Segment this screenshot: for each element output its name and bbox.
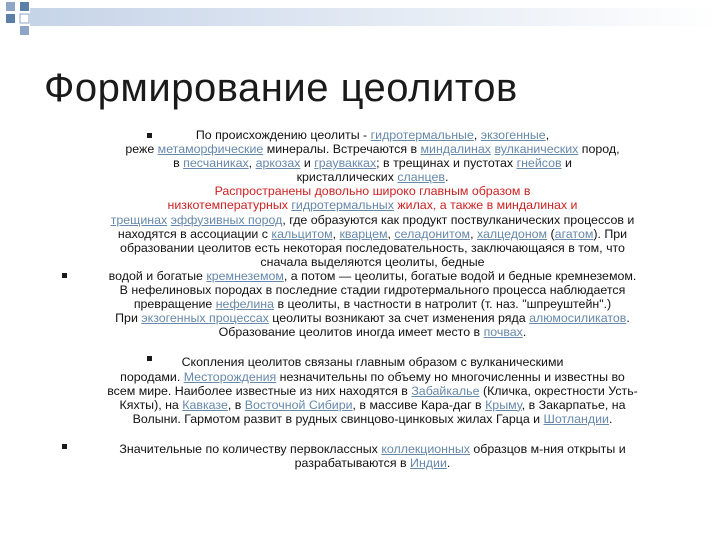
link[interactable]: песчаниках	[183, 156, 249, 171]
highlight-text: Распространены довольно широко главным образом в	[214, 184, 531, 199]
link[interactable]: Крыму	[485, 397, 522, 412]
link[interactable]: миндалинах	[420, 142, 491, 157]
text: в цеолиты, в частности в натролит (т. наз. "шпреуштейн".)	[274, 297, 612, 312]
highlight-text: низкотемпературных	[167, 198, 292, 213]
text: .	[446, 455, 451, 470]
text: сначала выделяются цеолиты, бедные	[260, 254, 485, 269]
link[interactable]: граувакках	[314, 156, 377, 171]
text: ,	[473, 128, 481, 142]
text: , в Закарпатье, на	[521, 397, 626, 412]
link[interactable]: Месторождения	[183, 369, 277, 384]
text: ,	[387, 226, 395, 241]
decor-square-3	[6, 14, 15, 23]
link[interactable]: аркозах	[255, 156, 301, 171]
text: находятся в ассоциации с	[117, 226, 272, 241]
text: Кяхты), на	[119, 397, 183, 412]
text: , в массиве Кара-даг в	[352, 397, 486, 412]
text: в	[173, 156, 184, 171]
decor-square-4	[20, 14, 29, 23]
link[interactable]: вулканических	[494, 142, 579, 157]
text: разрабатываются в	[294, 455, 411, 470]
text: породами.	[120, 369, 184, 384]
link[interactable]: Индии	[410, 455, 447, 470]
decor-square-1	[6, 2, 15, 11]
link[interactable]: почвах	[483, 325, 523, 340]
text: минералы. Встречаются в	[263, 142, 421, 157]
text: .	[444, 170, 449, 185]
text: ,	[545, 128, 550, 142]
text: ; в трещинах и пустотах	[376, 156, 517, 171]
link[interactable]: метаморфические	[157, 142, 264, 157]
link[interactable]: гнейсов	[516, 156, 562, 171]
link[interactable]: экзогенные	[480, 128, 546, 142]
decor-square-2	[20, 2, 29, 11]
link[interactable]: Восточной Сибири	[244, 397, 353, 412]
link[interactable]: экзогенных процессах	[141, 311, 269, 326]
text: Значительные по количеству первоклассных	[119, 441, 382, 456]
link[interactable]: алюмосиликатов	[529, 311, 627, 326]
link[interactable]: агатом	[554, 226, 594, 241]
text: .	[522, 325, 527, 340]
text: всем мире. Наиболее известные из них находятся в	[107, 383, 412, 398]
paragraph-origin	[60, 128, 685, 339]
decor-stripe	[30, 8, 720, 26]
text: и	[561, 156, 572, 171]
text: Волыни. Гармотом развит в рудных свинцово-цинковых жилах Гарца и	[132, 411, 544, 426]
slide-title: Формирование цеолитов	[44, 66, 518, 110]
text: ,	[470, 226, 477, 241]
text: водой и богатые	[108, 268, 207, 283]
link[interactable]: гидротермальных	[291, 198, 394, 213]
text: образовании цеолитов есть некоторая последовательность, заключающаяся в том, что	[120, 240, 625, 255]
slide-body	[60, 128, 685, 470]
text: ). При	[593, 226, 628, 241]
highlight-text: жилах, а также в миндалинах и	[393, 198, 578, 213]
link[interactable]: кремнеземом	[206, 268, 284, 283]
link[interactable]: коллекционных	[381, 441, 470, 456]
text: незначительны по объему но многочисленны и известны во	[276, 369, 625, 384]
text: пород,	[578, 142, 620, 157]
text: Образование цеолитов иногда имеет место в	[218, 325, 484, 340]
text: , где образуются как продукт поствулканических процессов и	[282, 212, 635, 227]
text: .	[608, 411, 613, 426]
link[interactable]: нефелина	[215, 297, 275, 312]
text: В нефелиновых породах в последние стадии гидротермального процесса наблюдается	[119, 283, 626, 298]
link[interactable]: халцедоном	[476, 226, 548, 241]
text: (Кличка, окрестности Усть-	[479, 383, 638, 398]
text: кристаллических	[296, 170, 398, 185]
link[interactable]: Забайкалье	[411, 383, 480, 398]
link[interactable]: эффузивных пород	[170, 212, 283, 227]
paragraph-deposits	[60, 355, 685, 425]
paragraph-india	[60, 442, 685, 470]
link[interactable]: трещинах	[110, 212, 168, 227]
text: , а потом — цеолиты, богатые водой и бедные кремнеземом.	[283, 268, 637, 283]
text: (	[547, 226, 555, 241]
text: По происхождению цеолиты -	[195, 128, 371, 142]
text: Скопления цеолитов связаны главным образом с вулканическими	[181, 355, 564, 370]
header-decoration	[0, 0, 720, 40]
link[interactable]: Шотландии	[543, 411, 609, 426]
text: ,	[248, 156, 256, 171]
link[interactable]: кальцитом	[271, 226, 333, 241]
text: превращение	[133, 297, 216, 312]
text: , в	[227, 397, 245, 412]
link[interactable]: гидротермальные	[370, 128, 474, 142]
text: цеолиты возникают за счет изменения ряда	[268, 311, 530, 326]
link[interactable]: сланцев	[397, 170, 445, 185]
decor-square-5	[20, 26, 29, 35]
text: .	[626, 311, 630, 326]
text: При	[115, 311, 142, 326]
text: образцов м-ния открыты и	[469, 441, 626, 456]
text: и	[300, 156, 315, 171]
text: реже	[125, 142, 158, 157]
link[interactable]: селадонитом	[394, 226, 471, 241]
link[interactable]: кварцем	[339, 226, 388, 241]
link[interactable]: Кавказе	[182, 397, 228, 412]
text: ,	[332, 226, 340, 241]
